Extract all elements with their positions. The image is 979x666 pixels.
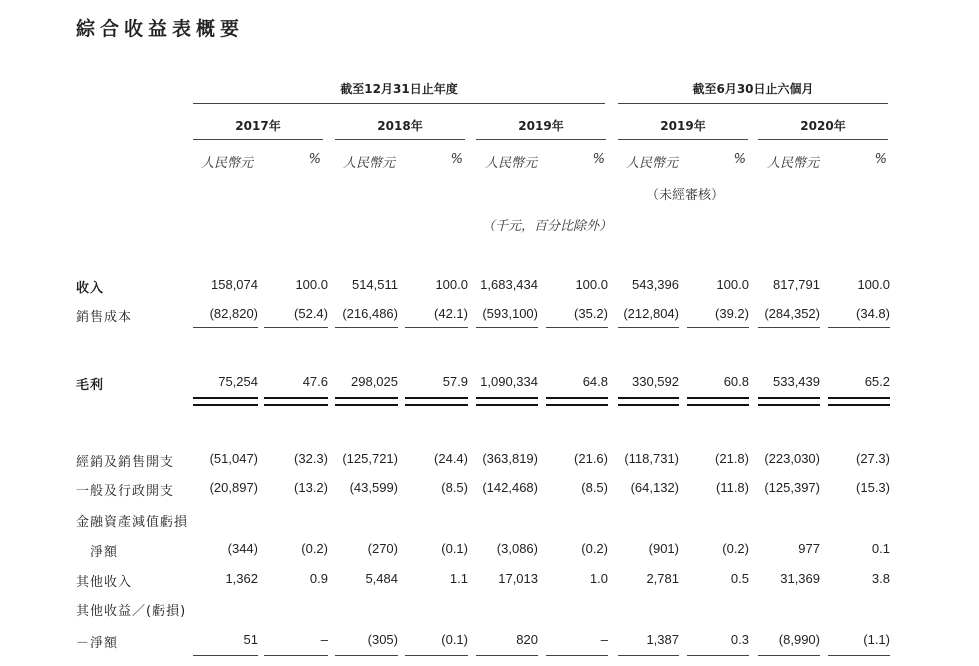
percent-cell: 3.8 xyxy=(871,571,890,586)
amount-cell: 514,511 xyxy=(351,277,398,292)
percent-cell: (21.6) xyxy=(574,451,608,466)
amount-cell: (270) xyxy=(367,541,398,556)
total-double-rule xyxy=(828,397,890,406)
percent-cell: (34.8) xyxy=(856,306,890,321)
amount-cell: 1,387 xyxy=(646,632,679,647)
subtotal-rule xyxy=(618,327,679,328)
percent-cell: 64.8 xyxy=(582,374,608,389)
percent-cell: (27.3) xyxy=(856,451,890,466)
percent-cell: 100.0 xyxy=(716,277,749,292)
percent-cell: 0.5 xyxy=(730,571,749,586)
percent-cell: 0.9 xyxy=(309,571,328,586)
percent-cell: 1.1 xyxy=(449,571,468,586)
unit-rmb: 人民幣元 xyxy=(201,156,254,171)
unit-pct: % xyxy=(733,152,746,167)
amount-cell: (125,721) xyxy=(342,451,398,466)
percent-cell: 100.0 xyxy=(857,277,890,292)
bottom-rule xyxy=(546,655,608,656)
amount-cell: (593,100) xyxy=(482,306,538,321)
percent-cell: 100.0 xyxy=(295,277,328,292)
amount-cell: (51,047) xyxy=(209,451,258,466)
percent-cell: 65.2 xyxy=(864,374,890,389)
amount-cell: 977 xyxy=(798,541,820,556)
percent-cell: (42.1) xyxy=(434,306,468,321)
percent-cell: 47.6 xyxy=(302,374,328,389)
unit-rmb: 人民幣元 xyxy=(767,156,820,171)
year-header-2018: 2018年 xyxy=(377,119,423,133)
percent-cell: (15.3) xyxy=(856,480,890,495)
percent-cell: 100.0 xyxy=(575,277,608,292)
amount-cell: (212,804) xyxy=(623,306,679,321)
header-group-interim-rule xyxy=(618,103,888,104)
amount-cell: 2,781 xyxy=(646,571,679,586)
amount-cell: (64,132) xyxy=(630,480,679,495)
header-group-annual-rule xyxy=(193,103,605,104)
subtotal-rule xyxy=(193,327,258,328)
percent-cell: 1.0 xyxy=(589,571,608,586)
percent-cell: (13.2) xyxy=(294,480,328,495)
row-label-impairment: 金融資產減值虧損 xyxy=(76,515,189,530)
amount-cell: (305) xyxy=(367,632,398,647)
units-note: （千元，百分比除外） xyxy=(482,219,613,234)
total-double-rule xyxy=(193,397,258,406)
bottom-rule xyxy=(687,655,749,656)
percent-cell: (8.5) xyxy=(581,480,608,495)
percent-cell: (0.2) xyxy=(301,541,328,556)
total-double-rule xyxy=(476,397,538,406)
amount-cell: (363,819) xyxy=(482,451,538,466)
year-rule-2019-h1 xyxy=(618,139,748,140)
row-label-other-gains: 其他收益／(虧損) xyxy=(76,604,187,619)
year-header-2020-h1: 2020年 xyxy=(800,119,846,133)
year-header-2017: 2017年 xyxy=(235,119,281,133)
amount-cell: (125,397) xyxy=(764,480,820,495)
unit-rmb: 人民幣元 xyxy=(485,156,538,171)
amount-cell: 1,090,334 xyxy=(480,374,538,389)
total-double-rule xyxy=(546,397,608,406)
percent-cell: (52.4) xyxy=(294,306,328,321)
total-double-rule xyxy=(335,397,398,406)
percent-cell: 0.1 xyxy=(871,541,890,556)
percent-cell: 57.9 xyxy=(442,374,468,389)
row-label-cost-of-sales: 銷售成本 xyxy=(76,310,133,325)
amount-cell: 158,074 xyxy=(211,277,258,292)
amount-cell: (118,731) xyxy=(624,451,679,466)
subtotal-rule xyxy=(335,327,398,328)
percent-cell: – xyxy=(600,632,608,647)
amount-cell: 820 xyxy=(516,632,538,647)
amount-cell: (8,990) xyxy=(778,632,820,647)
amount-cell: (3,086) xyxy=(496,541,538,556)
percent-cell: (21.8) xyxy=(715,451,749,466)
total-double-rule xyxy=(758,397,820,406)
amount-cell: (344) xyxy=(227,541,258,556)
bottom-rule xyxy=(476,655,538,656)
percent-cell: (11.8) xyxy=(716,480,749,495)
row-label-impairment-net: 淨額 xyxy=(90,545,119,560)
percent-cell: 100.0 xyxy=(435,277,468,292)
percent-cell: (32.3) xyxy=(294,451,328,466)
amount-cell: (142,468) xyxy=(482,480,538,495)
subtotal-rule xyxy=(405,327,468,328)
unit-rmb: 人民幣元 xyxy=(626,156,679,171)
total-double-rule xyxy=(687,397,749,406)
percent-cell: (0.1) xyxy=(441,541,468,556)
total-double-rule xyxy=(264,397,328,406)
total-double-rule xyxy=(405,397,468,406)
row-label-gross-profit: 毛利 xyxy=(76,378,105,393)
page-title: 綜合收益表概要 xyxy=(76,18,245,40)
row-label-other-gains-net: －淨額 xyxy=(76,636,119,651)
year-rule-2018 xyxy=(335,139,465,140)
bottom-rule xyxy=(828,655,890,656)
amount-cell: (216,486) xyxy=(342,306,398,321)
row-label-revenue: 收入 xyxy=(76,281,105,296)
unit-pct: % xyxy=(874,152,887,167)
amount-cell: 5,484 xyxy=(365,571,398,586)
year-rule-2020-h1 xyxy=(758,139,888,140)
bottom-rule xyxy=(335,655,398,656)
bottom-rule xyxy=(193,655,258,656)
row-label-distribution-expenses: 經銷及銷售開支 xyxy=(76,455,175,470)
amount-cell: (223,030) xyxy=(764,451,820,466)
total-double-rule xyxy=(618,397,679,406)
year-header-2019-h1: 2019年 xyxy=(660,119,706,133)
bottom-rule xyxy=(618,655,679,656)
row-label-other-income: 其他收入 xyxy=(76,575,133,590)
amount-cell: 31,369 xyxy=(780,571,820,586)
bottom-rule xyxy=(758,655,820,656)
unit-pct: % xyxy=(450,152,463,167)
amount-cell: 1,683,434 xyxy=(480,277,538,292)
percent-cell: (0.1) xyxy=(441,632,468,647)
amount-cell: 330,592 xyxy=(632,374,679,389)
percent-cell: (0.2) xyxy=(722,541,749,556)
amount-cell: (284,352) xyxy=(764,306,820,321)
amount-cell: 75,254 xyxy=(218,374,258,389)
subtotal-rule xyxy=(687,327,749,328)
amount-cell: 17,013 xyxy=(498,571,538,586)
subtotal-rule xyxy=(828,327,890,328)
percent-cell: (24.4) xyxy=(434,451,468,466)
percent-cell: 0.3 xyxy=(730,632,749,647)
amount-cell: 817,791 xyxy=(773,277,820,292)
percent-cell: (35.2) xyxy=(574,306,608,321)
row-label-admin-expenses: 一般及行政開支 xyxy=(76,484,175,499)
header-group-annual: 截至12月31日止年度 xyxy=(340,82,458,96)
subtotal-rule xyxy=(546,327,608,328)
bottom-rule xyxy=(264,655,328,656)
percent-cell: – xyxy=(320,632,328,647)
percent-cell: 60.8 xyxy=(723,374,749,389)
subtotal-rule xyxy=(758,327,820,328)
amount-cell: 51 xyxy=(243,632,258,647)
amount-cell: 298,025 xyxy=(351,374,398,389)
unit-rmb: 人民幣元 xyxy=(343,156,396,171)
unit-pct: % xyxy=(592,152,605,167)
percent-cell: (1.1) xyxy=(863,632,890,647)
amount-cell: 1,362 xyxy=(225,571,258,586)
amount-cell: (82,820) xyxy=(209,306,258,321)
percent-cell: (39.2) xyxy=(715,306,749,321)
bottom-rule xyxy=(405,655,468,656)
percent-cell: (8.5) xyxy=(441,480,468,495)
amount-cell: (901) xyxy=(648,541,679,556)
amount-cell: 533,439 xyxy=(773,374,820,389)
amount-cell: 543,396 xyxy=(632,277,679,292)
year-header-2019: 2019年 xyxy=(518,119,564,133)
unaudited-note: （未經審核） xyxy=(646,188,725,203)
amount-cell: (20,897) xyxy=(209,480,258,495)
subtotal-rule xyxy=(476,327,538,328)
amount-cell: (43,599) xyxy=(349,480,398,495)
year-rule-2019 xyxy=(476,139,606,140)
year-rule-2017 xyxy=(193,139,323,140)
subtotal-rule xyxy=(264,327,328,328)
unit-pct: % xyxy=(308,152,321,167)
header-group-interim: 截至6月30日止六個月 xyxy=(692,82,814,96)
percent-cell: (0.2) xyxy=(581,541,608,556)
